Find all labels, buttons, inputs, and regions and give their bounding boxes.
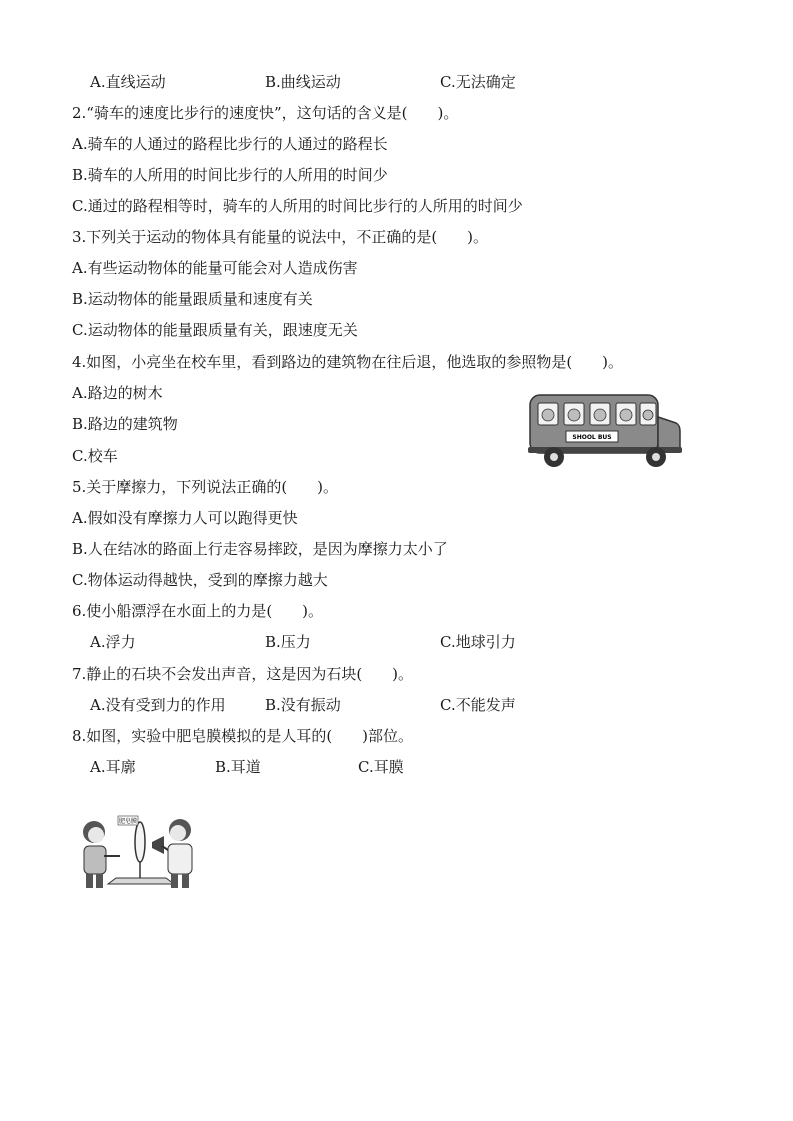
q8-option-b[interactable]: B.耳道 — [215, 758, 261, 776]
q4-option-b[interactable]: B.路边的建筑物 — [72, 415, 178, 433]
q6-stem: 6.使小船漂浮在水面上的力是( )。 — [72, 602, 324, 620]
q4-option-a[interactable]: A.路边的树木 — [72, 384, 163, 402]
q5-option-c[interactable]: C.物体运动得越快，受到的摩擦力越大 — [72, 571, 328, 589]
bus-sign-text: SHOOL BUS — [572, 434, 612, 441]
q3-option-a[interactable]: A.有些运动物体的能量可能会对人造成伤害 — [72, 259, 358, 277]
q1-option-b[interactable]: B.曲线运动 — [265, 73, 341, 91]
q8-option-c[interactable]: C.耳膜 — [358, 758, 404, 776]
q7-option-c[interactable]: C.不能发声 — [440, 696, 516, 714]
q4-stem: 4.如图，小亮坐在校车里，看到路边的建筑物在往后退，他选取的参照物是( )。 — [72, 353, 624, 371]
q8-stem: 8.如图，实验中肥皂膜模拟的是人耳的( )部位。 — [72, 727, 414, 745]
q2-stem: 2.“骑车的速度比步行的速度快”，这句话的含义是( )。 — [72, 104, 459, 122]
q5-option-b[interactable]: B.人在结冰的路面上行走容易摔跤，是因为摩擦力太小了 — [72, 540, 448, 558]
q1-option-a[interactable]: A.直线运动 — [90, 73, 166, 91]
soap-film-label: 肥皂膜 — [118, 818, 138, 825]
q7-stem: 7.静止的石块不会发出声音，这是因为石块( )。 — [72, 665, 414, 683]
q6-option-c[interactable]: C.地球引力 — [440, 633, 516, 651]
q7-option-b[interactable]: B.没有振动 — [265, 696, 341, 714]
q3-stem: 3.下列关于运动的物体具有能量的说法中，不正确的是( )。 — [72, 228, 489, 246]
q2-option-c[interactable]: C.通过的路程相等时，骑车的人所用的时间比步行的人所用的时间少 — [72, 197, 523, 215]
q5-option-a[interactable]: A.假如没有摩擦力人可以跑得更快 — [72, 509, 298, 527]
q6-option-a[interactable]: A.浮力 — [90, 633, 136, 651]
soap-film-experiment-illustration — [78, 812, 208, 890]
q3-option-b[interactable]: B.运动物体的能量跟质量和速度有关 — [72, 290, 313, 308]
q4-option-c[interactable]: C.校车 — [72, 447, 118, 465]
q1-option-c[interactable]: C.无法确定 — [440, 73, 516, 91]
q8-option-a[interactable]: A.耳廓 — [90, 758, 136, 776]
q7-option-a[interactable]: A.没有受到力的作用 — [90, 696, 226, 714]
q2-option-a[interactable]: A.骑车的人通过的路程比步行的人通过的路程长 — [72, 135, 388, 153]
school-bus-illustration — [526, 393, 682, 473]
q5-stem: 5.关于摩擦力，下列说法正确的( )。 — [72, 478, 339, 496]
q2-option-b[interactable]: B.骑车的人所用的时间比步行的人所用的时间少 — [72, 166, 388, 184]
q6-option-b[interactable]: B.压力 — [265, 633, 311, 651]
q3-option-c[interactable]: C.运动物体的能量跟质量有关，跟速度无关 — [72, 321, 358, 339]
